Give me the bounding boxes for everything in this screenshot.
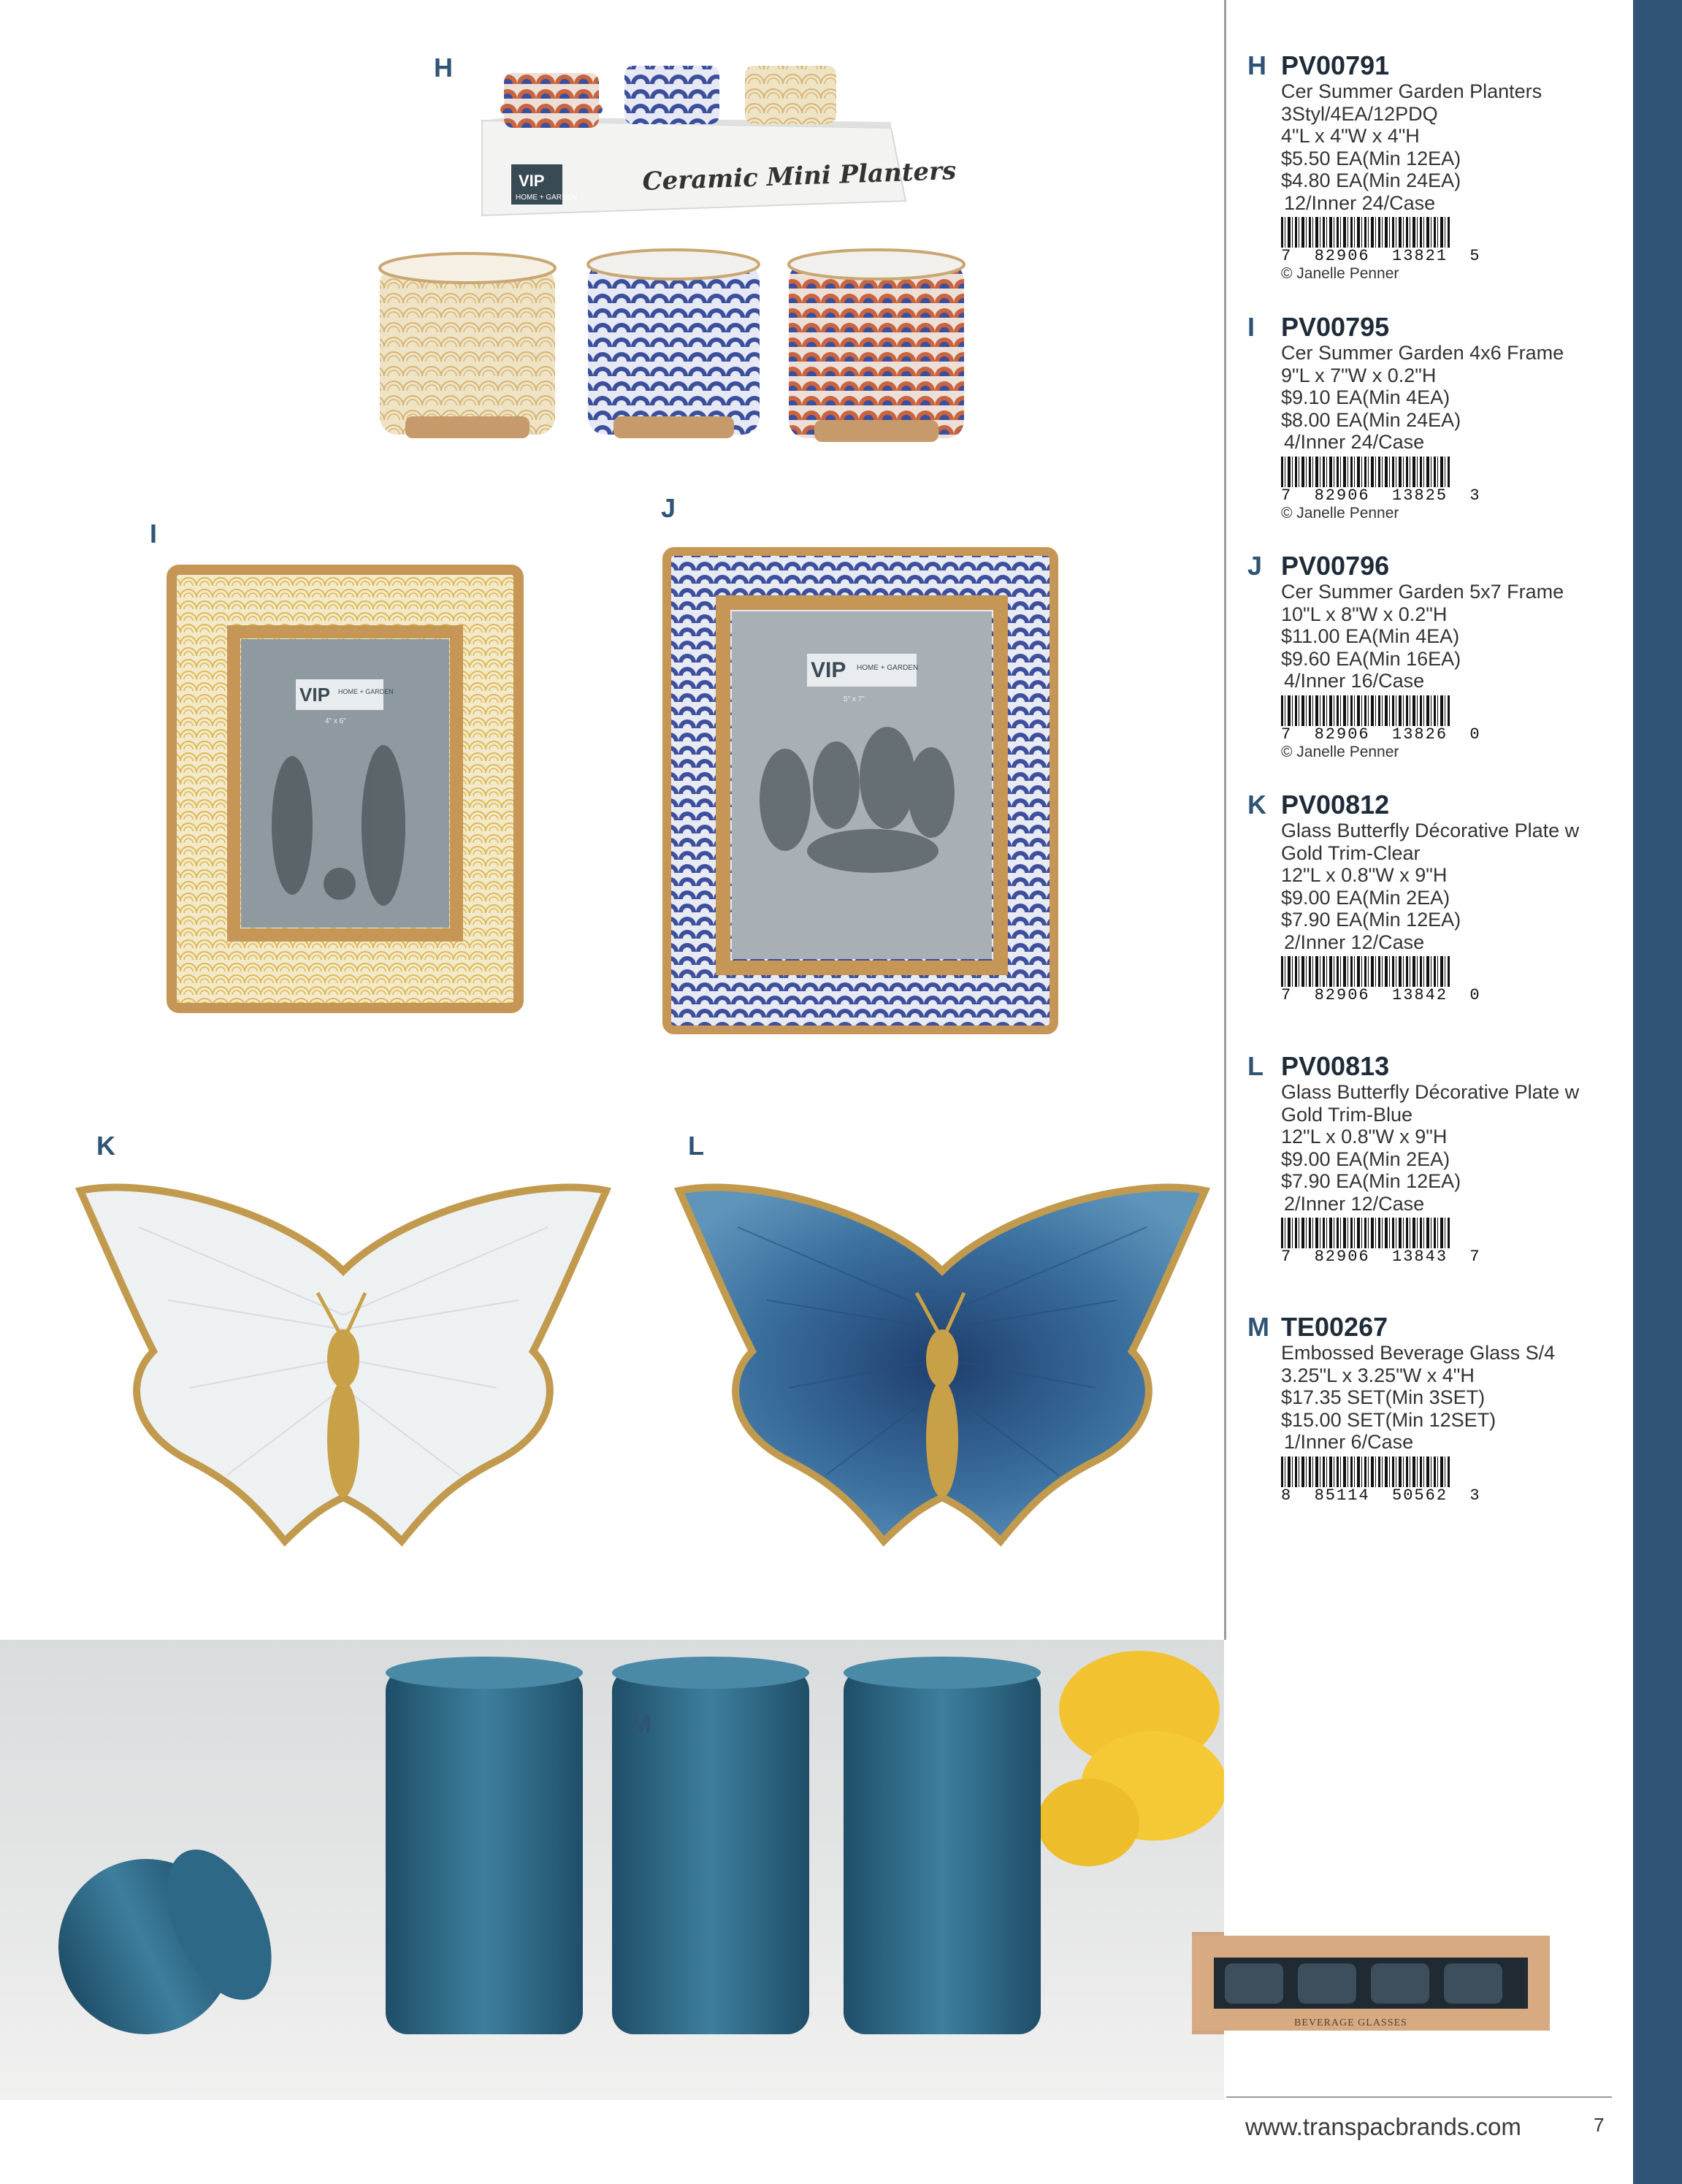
spec-line: $17.35 SET(Min 3SET) [1281,1386,1486,1408]
page-number: 7 [1594,2114,1605,2136]
spec-i [1247,313,1627,522]
display-logo-vip: VIP [519,172,545,190]
spec-line: $4.80 EA(Min 24EA) [1281,169,1461,191]
spec-line: $15.00 SET(Min 12SET) [1281,1408,1496,1431]
footer-website-link[interactable]: www.transpacbrands.com [1245,2113,1521,2140]
spec-line: 3Styl/4EA/12PDQ [1281,102,1438,125]
spec-line: $8.00 EA(Min 24EA) [1281,408,1461,431]
spec-letter: L [1247,1051,1264,1081]
spec-letter: I [1247,312,1255,342]
spec-line: $9.60 EA(Min 16EA) [1281,647,1461,670]
spec-line: $7.90 EA(Min 12EA) [1281,1170,1461,1192]
frame-4x6-photo [164,562,530,1015]
case-pack: 2/Inner 12/Case [1284,1192,1425,1215]
case-pack: 1/Inner 6/Case [1284,1431,1414,1453]
barcode [1281,956,1450,987]
column-divider [1224,0,1226,1640]
spec-letter: K [1247,790,1266,820]
spec-line: Glass Butterfly Décorative Plate w [1281,1081,1580,1103]
barcode-digits: 8 85114 50562 3 [1281,1486,1481,1505]
photo-letter-k: K [96,1131,115,1161]
barcode [1281,1456,1450,1487]
photo-letter-m: M [630,1709,651,1739]
case-pack: 4/Inner 24/Case [1284,431,1425,453]
designer-credit: © Janelle Penner [1281,504,1399,522]
frame-j-logo-sub: HOME + GARDEN [857,664,919,672]
barcode-digits: 7 82906 13842 0 [1281,986,1481,1004]
barcode-digits: 7 82906 13826 0 [1281,725,1481,744]
product-code: PV00795 [1281,312,1390,342]
frame-5x7-photo [661,544,1063,1041]
barcode [1281,1218,1450,1248]
barcode-digits: 7 82906 13825 3 [1281,486,1481,505]
photo-letter-i: I [150,519,158,549]
barcode [1281,217,1450,248]
spec-l [1247,1052,1627,1266]
glass-3 [844,1657,1041,2034]
glass-1 [386,1657,583,2034]
product-code: PV00813 [1281,1051,1390,1081]
spec-line: Cer Summer Garden 5x7 Frame [1281,581,1564,603]
spec-line: 4"L x 4"W x 4"H [1281,125,1420,147]
display-logo-sub: HOME + GARDEN [516,194,578,202]
spec-line: Cer Summer Garden Planters [1281,80,1543,102]
spec-letter: M [1247,1312,1269,1342]
spec-letter: H [1247,50,1266,80]
case-pack: 4/Inner 16/Case [1284,670,1425,692]
planters-photo [365,55,993,464]
case-pack: 12/Inner 24/Case [1284,191,1436,214]
spec-k [1247,790,1627,1004]
spec-line: Cer Summer Garden 4x6 Frame [1281,342,1564,364]
spec-line: Gold Trim-Clear [1281,841,1421,864]
product-code: TE00267 [1281,1312,1388,1342]
product-code: PV00791 [1281,50,1390,80]
product-code: PV00796 [1281,551,1390,581]
butterfly-clear-photo [66,1169,621,1549]
spec-line: Glass Butterfly Décorative Plate w [1281,820,1580,841]
spec-line: $7.90 EA(Min 12EA) [1281,909,1461,931]
spec-h [1247,51,1627,283]
beverage-box-photo [1192,1928,1557,2038]
spec-line: 12"L x 0.8"W x 9"H [1281,864,1448,886]
case-pack: 2/Inner 12/Case [1284,931,1425,953]
page-side-band [1633,0,1682,2184]
spec-j [1247,551,1627,761]
frame-j-logo: VIP [811,658,846,682]
spec-line: 10"L x 8"W x 0.2"H [1281,603,1448,625]
spec-line: $9.10 EA(Min 4EA) [1281,386,1450,408]
photo-letter-l: L [688,1131,704,1161]
barcode [1281,695,1450,726]
spec-line: 12"L x 0.8"W x 9"H [1281,1126,1448,1148]
planter-blue [588,250,760,438]
spec-m [1247,1313,1627,1505]
barcode-digits: 7 82906 13843 7 [1281,1248,1481,1266]
frame-i-size: 4" x 6" [325,717,346,725]
planter-gold [380,253,555,438]
spec-letter: J [1247,551,1263,581]
barcode [1281,457,1450,487]
frame-i-logo-sub: HOME + GARDEN [338,688,394,695]
spec-line: Gold Trim-Blue [1281,1103,1413,1126]
designer-credit: © Janelle Penner [1281,265,1399,282]
spec-line: $11.00 EA(Min 4EA) [1281,625,1460,647]
box-label: BEVERAGE GLASSES [1294,2017,1407,2028]
planter-coral [789,250,964,442]
photo-letter-j: J [661,493,676,523]
spec-line: 3.25"L x 3.25"W x 4"H [1281,1364,1475,1386]
product-code: PV00812 [1281,790,1390,820]
beverage-glasses-photo [0,1640,1224,2100]
spec-line: Embossed Beverage Glass S/4 [1281,1342,1556,1364]
frame-i-logo: VIP [299,684,330,706]
frame-j-size: 5" x 7" [844,695,865,703]
photo-letter-h: H [434,53,453,83]
spec-line: $5.50 EA(Min 12EA) [1281,147,1461,169]
footer-rule [1226,2096,1612,2098]
butterfly-blue-photo [665,1169,1220,1549]
spec-line: $9.00 EA(Min 2EA) [1281,1148,1450,1170]
spec-line: 9"L x 7"W x 0.2"H [1281,364,1437,386]
display-box-title: Ceramic Mini Planters [641,156,957,196]
barcode-digits: 7 82906 13821 5 [1281,247,1481,265]
designer-credit: © Janelle Penner [1281,743,1399,760]
spec-line: $9.00 EA(Min 2EA) [1281,886,1450,909]
